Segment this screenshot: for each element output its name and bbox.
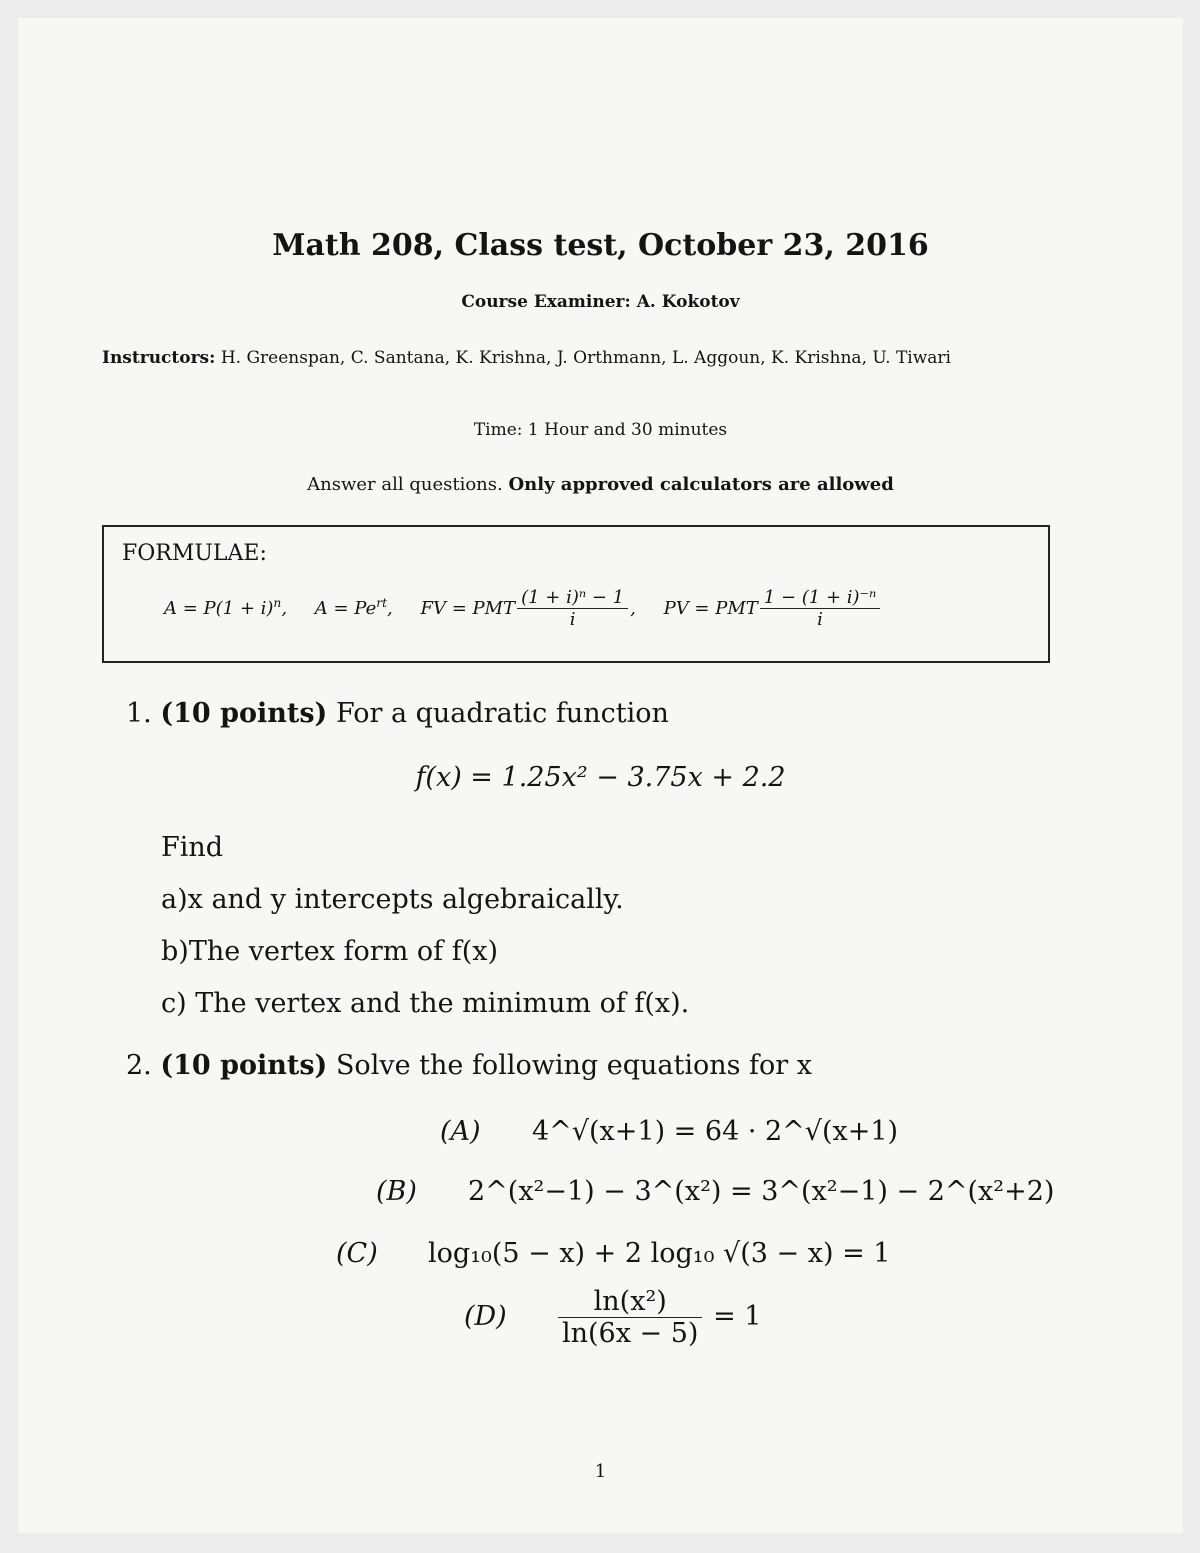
question-2-heading: 2. (10 points) Solve the following equations for x bbox=[126, 1050, 812, 1081]
page-title: Math 208, Class test, October 23, 2016 bbox=[272, 228, 929, 263]
formulae-heading: FORMULAE: bbox=[122, 541, 267, 566]
continuous-interest-formula: $A = Pe^{rt}$, bbox=[314, 595, 393, 619]
question-1-part-a: a)x and y intercepts algebraically. bbox=[161, 884, 624, 915]
exam-instructions bbox=[18, 474, 1183, 495]
future-value-formula: FV = PMT $\frac{\text{(1 + i)ⁿ − 1}}{i}$ , bbox=[420, 587, 636, 630]
present-value-formula: PV = PMT $\frac{\text{1 − (1 + i)⁻ⁿ}}{i}$ bbox=[664, 598, 883, 619]
instructions-plain: Answer all questions. bbox=[307, 474, 503, 495]
instructors bbox=[102, 346, 1062, 371]
exam-time: Time: 1 Hour and 30 minutes bbox=[473, 420, 728, 440]
equation-a: (A) 4^√(x+1) = 64 · 2^√(x+1) bbox=[440, 1116, 899, 1147]
exam-page bbox=[18, 18, 1183, 1533]
question-1-equation: f(x) = 1.25x² − 3.75x + 2.2 bbox=[415, 762, 786, 793]
equation-c: (C) log₁₀(5 − x) + 2 log₁₀ √(3 − x) = 1 bbox=[336, 1238, 891, 1269]
question-1-heading: 1. (10 points) For a quadratic function bbox=[126, 698, 669, 729]
instructors-label: Instructors: bbox=[102, 348, 216, 368]
question-1-part-c: c) The vertex and the minimum of f(x). bbox=[161, 988, 690, 1019]
instructions-bold: Only approved calculators are allowed bbox=[508, 474, 894, 495]
page-number: 1 bbox=[594, 1461, 607, 1482]
question-1-find: Find bbox=[161, 832, 224, 863]
equation-d: (D) $\frac{\text{ln(x²)}}{\ln(6x - 5)}$ = 1 bbox=[464, 1286, 762, 1349]
formulae-box bbox=[102, 525, 1050, 663]
formulae-line bbox=[164, 587, 882, 630]
course-examiner: Course Examiner: A. Kokotov bbox=[461, 292, 740, 312]
equation-b: (B) 2^(x²−1) − 3^(x²) = 3^(x²−1) − 2^(x²+2) bbox=[376, 1176, 1055, 1207]
question-1-part-b: b)The vertex form of f(x) bbox=[161, 936, 499, 967]
instructors-names: H. Greenspan, C. Santana, K. Krishna, J. Orthmann, L. Aggoun, K. Krishna, U. Tiwari bbox=[220, 348, 951, 368]
compound-interest-formula: $A = P(1 + i)^n$, bbox=[164, 595, 288, 619]
